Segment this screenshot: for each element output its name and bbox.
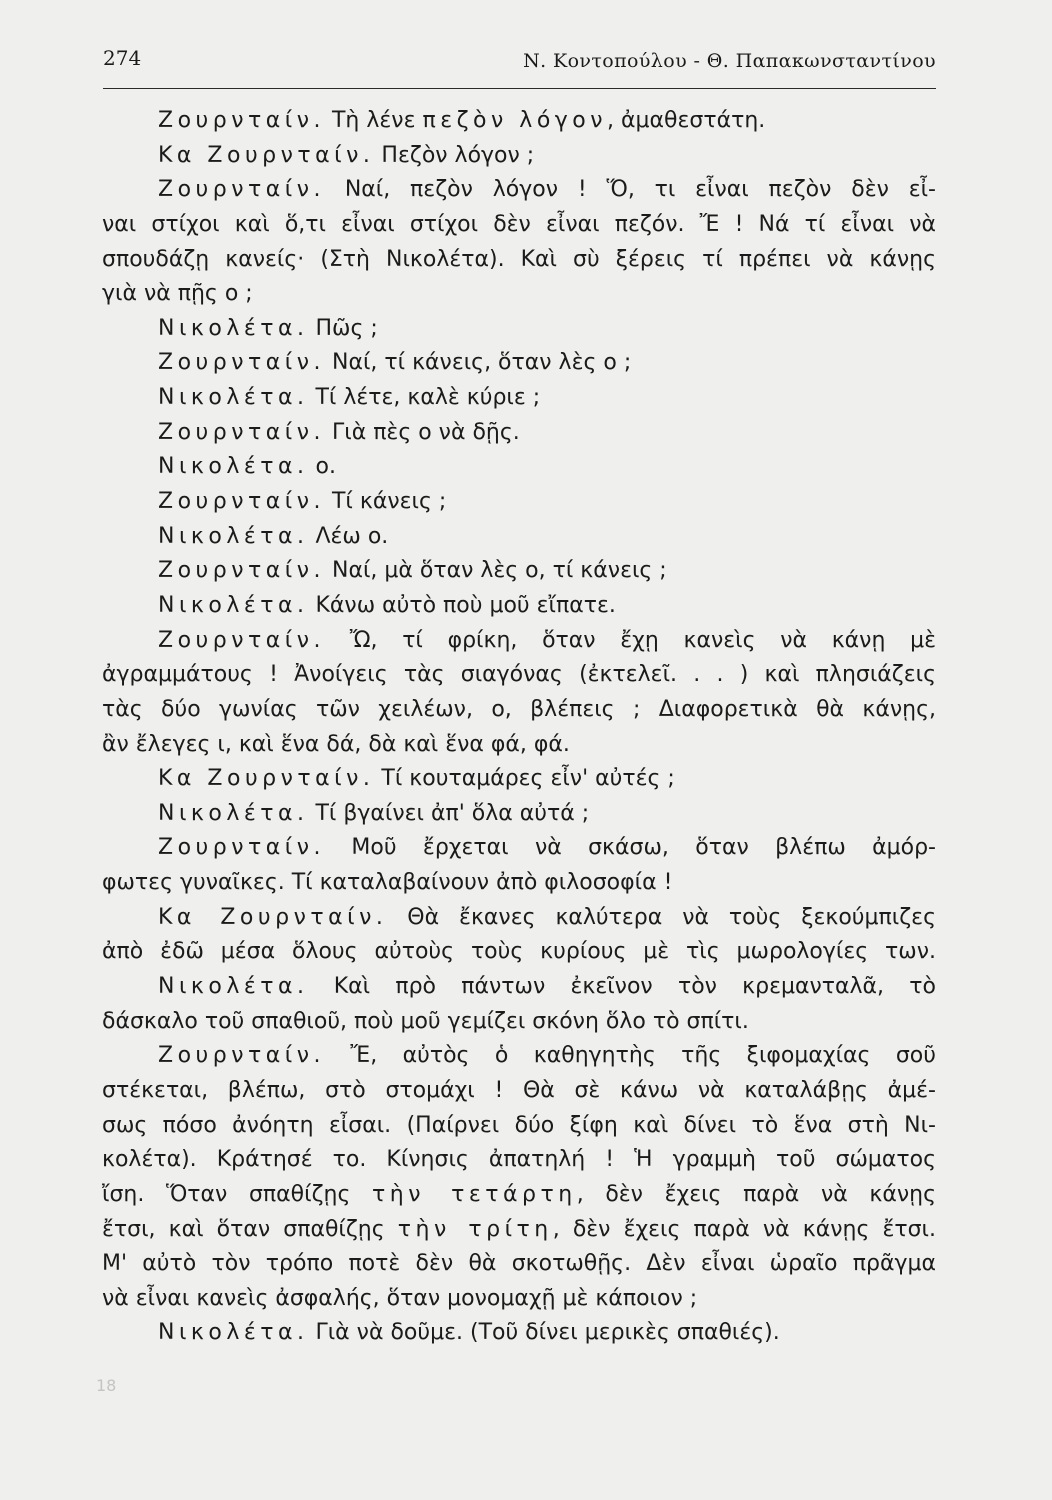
text-line (102, 139, 936, 174)
line-text: , δὲν ἔχεις παρὰ νὰ κάνῃς (576, 1181, 936, 1207)
speaker-name: Νικολέτα. (158, 315, 309, 341)
text-line (102, 866, 936, 901)
speaker-name: Νικολέτα. (158, 454, 309, 480)
line-text: Γιὰ νὰ δοῦμε. (Τοῦ δίνει μερικὲς σπαθιές). (308, 1320, 780, 1346)
line-text: Θὰ ἔκανες καλύτερα νὰ τοὺς ξεκούμπιζες (387, 904, 936, 930)
text-line (102, 935, 936, 970)
speaker-name: Ζουρνταίν. (158, 558, 325, 584)
line-text: ἀγραμμάτους ! Ἀνοίγεις τὰς σιαγόνας (ἐκτελεῖ. . . ) καὶ πλησιάζεις (102, 662, 936, 688)
line-text: Ναί, τί κάνεις, ὅταν λὲς ο ; (325, 350, 632, 376)
line-text: Κάνω αὐτὸ ποὺ μοῦ εἴπατε. (308, 592, 616, 618)
line-text: γιὰ νὰ πῇς ο ; (102, 281, 253, 307)
speaker-name: Ζουρνταίν. (158, 108, 325, 133)
line-text: Μοῦ ἔρχεται νὰ σκάσω, ὅταν βλέπω ἀμόρ- (325, 835, 936, 861)
text-line (102, 1282, 936, 1317)
line-text: Καὶ πρὸ πάντων ἐκεῖνον τὸν κρεμανταλᾶ, τὸ (308, 974, 936, 1000)
line-text: Τί κάνεις ; (325, 489, 447, 515)
text-line (102, 554, 936, 589)
text-line (102, 1143, 936, 1178)
line-text: κολέτα). Κράτησέ το. Κίνησις ἀπατηλή ! Ἡ γραμμὴ τοῦ σώματος (102, 1147, 936, 1173)
signature-mark: 18 (96, 1376, 117, 1395)
speaker-name: Ζουρνταίν. (158, 489, 325, 515)
text-line (102, 1039, 936, 1074)
text-line (102, 728, 936, 763)
line-text: Πῶς ; (308, 315, 378, 341)
speaker-name: Νικολέτα. (158, 974, 309, 1000)
speaker-name: Ζουρνταίν. (158, 177, 325, 203)
text-line (102, 243, 936, 278)
page-header (103, 44, 936, 89)
line-text: τὰς δύο γωνίας τῶν χειλέων, ο, βλέπεις ; Διαφορετικὰ θὰ κάνῃς, (102, 696, 936, 722)
text-line (102, 589, 936, 624)
text-line (102, 450, 936, 485)
line-text: Μ' αὐτὸ τὸν τρόπο ποτὲ δὲν θὰ σκοτωθῇς. Δὲν εἶναι ὡραῖο πρᾶγμα (102, 1251, 936, 1277)
text-line (102, 693, 936, 728)
text-line (102, 208, 936, 243)
text-line (102, 277, 936, 312)
line-text: Γιὰ πὲς ο νὰ δῇς. (325, 419, 520, 445)
text-line (102, 1178, 936, 1213)
speaker-name: Ζουρνταίν. (158, 627, 325, 653)
line-text: Ναί, πεζὸν λόγον ! Ὅ, τι εἶναι πεζὸν δὲν εἶ- (325, 177, 936, 203)
spaced-term: τὴν τετάρτη (372, 1181, 577, 1207)
spaced-term: τὴν τρίτη (397, 1216, 553, 1242)
line-text: Λέω ο. (308, 523, 389, 549)
text-line (102, 1213, 936, 1248)
text-line (102, 658, 936, 693)
line-text: ἴση. Ὅταν σπαθίζῃς (102, 1181, 373, 1207)
line-text: Τί βγαίνει ἀπ' ὅλα αὐτά ; (308, 800, 590, 826)
text-line (102, 762, 936, 797)
text-line (102, 831, 936, 866)
speaker-name: Κα Ζουρνταίν. (158, 142, 375, 168)
speaker-name: Νικολέτα. (158, 1320, 309, 1346)
page-number: 274 (103, 46, 142, 70)
speaker-name: Ζουρνταίν. (158, 1043, 325, 1069)
line-text: σως πόσο ἀνόητη εἶσαι. (Παίρνει δύο ξίφη καὶ δίνει τὸ ἕνα στὴ Νι- (102, 1112, 936, 1138)
line-text: Τί λέτε, καλὲ κύριε ; (308, 385, 541, 411)
text-line (102, 970, 936, 1005)
line-text: Ἔ, αὐτὸς ὁ καθηγητὴς τῆς ξιφομαχίας σοῦ (325, 1043, 936, 1069)
line-text: , ἀμαθεστάτη. (607, 108, 766, 133)
text-line (102, 416, 936, 451)
text-line (102, 485, 936, 520)
line-text: Τὴ λένε (325, 108, 423, 133)
line-text: δάσκαλο τοῦ σπαθιοῦ, ποὺ μοῦ γεμίζει σκόνη ὅλο τὸ σπίτι. (102, 1008, 749, 1034)
text-line (102, 624, 936, 659)
line-text: ναι στίχοι καὶ ὅ,τι εἶναι στίχοι δὲν εἶναι πεζόν. Ἔ ! Νά τί εἶναι νὰ (102, 211, 936, 237)
speaker-name: Νικολέτα. (158, 800, 309, 826)
speaker-name: Νικολέτα. (158, 385, 309, 411)
line-text: φωτες γυναῖκες. Τί καταλαβαίνουν ἀπὸ φιλοσοφία ! (102, 870, 673, 896)
line-text: ο. (308, 454, 336, 480)
text-line (102, 173, 936, 208)
spaced-term: πεζὸν λόγον (422, 108, 608, 133)
line-text: Ναί, μὰ ὅταν λὲς ο, τί κάνεις ; (325, 558, 667, 584)
line-text: ἔτσι, καὶ ὅταν σπαθίζῃς (102, 1216, 398, 1242)
speaker-name: Ζουρνταίν. (158, 350, 325, 376)
speaker-name: Ζουρνταίν. (158, 419, 325, 445)
running-head: Ν. Κοντοπούλου - Θ. Παπακωνσταντίνου (523, 50, 936, 72)
text-line (102, 1074, 936, 1109)
speaker-name: Νικολέτα. (158, 592, 309, 618)
text-line (102, 346, 936, 381)
speaker-name: Ζουρνταίν. (158, 835, 325, 861)
line-text: ἂν ἔλεγες ι, καὶ ἕνα δά, δὰ καὶ ἕνα φά, φά. (102, 731, 570, 757)
text-line (102, 1316, 936, 1351)
text-line (102, 1005, 936, 1040)
text-line (102, 520, 936, 555)
text-line (102, 312, 936, 347)
line-text: στέκεται, βλέπω, στὸ στομάχι ! Θὰ σὲ κάνω νὰ καταλάβῃς ἀμέ- (102, 1077, 936, 1103)
speaker-name: Κα Ζουρνταίν. (158, 766, 375, 792)
text-line (102, 797, 936, 832)
line-text: νὰ εἶναι κανεὶς ἀσφαλής, ὅταν μονομαχῇ μὲ κάποιον ; (102, 1285, 698, 1311)
line-text: Τί κουταμάρες εἶν' αὐτές ; (374, 766, 675, 792)
text-line (102, 1109, 936, 1144)
line-text: Πεζὸν λόγον ; (374, 142, 535, 168)
line-text: ἀπὸ ἐδῶ μέσα ὅλους αὐτοὺς τοὺς κυρίους μὲ τὶς μωρολογίες των. (102, 939, 936, 965)
text-line (102, 901, 936, 936)
line-text: , δὲν ἔχεις παρὰ νὰ κάνῃς ἔτσι. (552, 1216, 936, 1242)
line-text: σπουδάζῃ κανείς· (Στὴ Νικολέτα). Καὶ σὺ ξέρεις τί πρέπει νὰ κάνῃς (102, 246, 936, 272)
speaker-name: Νικολέτα. (158, 523, 309, 549)
text-line (102, 381, 936, 416)
text-line (102, 1247, 936, 1282)
text-line (102, 104, 936, 139)
speaker-name: Κα Ζουρνταίν. (158, 904, 388, 930)
line-text: Ὤ, τί φρίκη, ὅταν ἔχῃ κανεὶς νὰ κάνῃ μὲ (325, 627, 936, 653)
play-text (102, 104, 936, 1351)
